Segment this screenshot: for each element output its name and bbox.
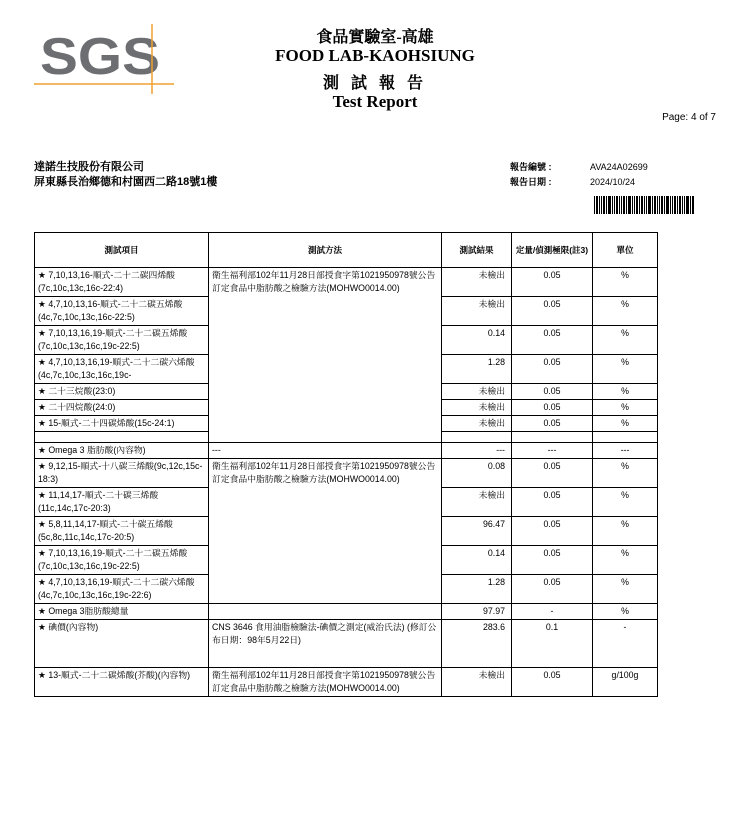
row-item: ★ 二十四烷酸(24:0) xyxy=(35,400,209,416)
row-limit: 0.05 xyxy=(512,517,593,546)
row-item: ★ 碘價(內容物) xyxy=(35,620,209,668)
row-limit: 0.1 xyxy=(512,620,593,668)
row-unit: % xyxy=(593,400,658,416)
row-unit: - xyxy=(593,620,658,668)
row-limit: 0.05 xyxy=(512,488,593,517)
row-unit: % xyxy=(593,384,658,400)
row-limit: 0.05 xyxy=(512,384,593,400)
row-method-cont xyxy=(209,517,442,546)
row-unit: % xyxy=(593,575,658,604)
row-method-cont xyxy=(209,297,442,326)
lab-name-en: FOOD LAB-KAOHSIUNG xyxy=(275,46,475,65)
header-method: 測試方法 xyxy=(209,233,442,268)
lab-name-zh: 食品實驗室-高雄 xyxy=(316,29,434,46)
row-item: ★ 13-順式-二十二碳烯酸(芥酸)(內容物) xyxy=(35,668,209,697)
row-result: 1.28 xyxy=(442,355,512,384)
header-item: 測試項目 xyxy=(35,233,209,268)
results-table xyxy=(34,232,658,697)
row-unit: % xyxy=(593,297,658,326)
client-address: 屏東縣長治鄉德和村園西二路18號1樓 xyxy=(34,176,218,188)
row-result: 97.97 xyxy=(442,604,512,620)
report-date-label: 報告日期 : xyxy=(510,177,552,187)
table-row xyxy=(35,620,658,668)
row-limit: 0.05 xyxy=(512,297,593,326)
row-result: 96.47 xyxy=(442,517,512,546)
table-row xyxy=(35,443,658,459)
row-limit: - xyxy=(512,604,593,620)
table-row xyxy=(35,546,658,575)
row-limit: 0.05 xyxy=(512,355,593,384)
row-result: 1.28 xyxy=(442,575,512,604)
row-unit: % xyxy=(593,459,658,488)
svg-text:SGS: SGS xyxy=(40,28,160,86)
row-unit: % xyxy=(593,326,658,355)
table-row xyxy=(35,326,658,355)
report-no-value: AVA24A02699 xyxy=(590,162,648,172)
row-limit: 0.05 xyxy=(512,668,593,697)
row-limit: 0.05 xyxy=(512,546,593,575)
row-limit: 0.05 xyxy=(512,326,593,355)
row-result: 未檢出 xyxy=(442,400,512,416)
row-result: 0.14 xyxy=(442,546,512,575)
row-method: 衛生福利部102年11月28日部授食字第1021950978號公告訂定食品中脂肪酸之檢驗方法(MOHWO0014.00) xyxy=(209,668,442,697)
row-unit: % xyxy=(593,355,658,384)
row-result: --- xyxy=(442,443,512,459)
row-method-cont xyxy=(209,575,442,604)
row-unit: g/100g xyxy=(593,668,658,697)
report-title-zh: 測 試 報 告 xyxy=(322,75,427,92)
row-result: 未檢出 xyxy=(442,416,512,432)
row-item: ★ Omega 3 脂肪酸(內容物) xyxy=(35,443,209,459)
report-title-en: Test Report xyxy=(332,92,418,111)
row-method-cont xyxy=(209,326,442,355)
row-item: ★ Omega 3脂肪酸總量 xyxy=(35,604,209,620)
table-row xyxy=(35,297,658,326)
table-row xyxy=(35,668,658,697)
header-limit: 定量/偵測極限(註3) xyxy=(512,233,593,268)
row-result: 283.6 xyxy=(442,620,512,668)
page-number: Page: 4 of 7 xyxy=(662,112,716,123)
table-row xyxy=(35,575,658,604)
row-method-cont xyxy=(209,355,442,384)
row-item: ★ 4,7,10,13,16,19-順式-二十二碳六烯酸(4c,7c,10c,13c,16c,19c-22:6) xyxy=(35,575,209,604)
report-meta xyxy=(510,160,648,190)
row-method-cont xyxy=(209,488,442,517)
table-row xyxy=(35,517,658,546)
row-limit: 0.05 xyxy=(512,400,593,416)
table-row xyxy=(35,400,658,416)
row-method-cont xyxy=(209,546,442,575)
row-unit: % xyxy=(593,488,658,517)
row-result: 未檢出 xyxy=(442,268,512,297)
row-item: ★ 4,7,10,13,16,19-順式-二十二碳六烯酸(4c,7c,10c,13c,16c,19c- xyxy=(35,355,209,384)
row-item: ★ 11,14,17-順式-二十碳三烯酸(11c,14c,17c-20:3) xyxy=(35,488,209,517)
header-unit: 單位 xyxy=(593,233,658,268)
row-limit: 0.05 xyxy=(512,268,593,297)
row-method: CNS 3646 食用油脂檢驗法-碘價之測定(威治氏法) (修訂公布日期：98年5月22日) xyxy=(209,620,442,668)
row-unit: % xyxy=(593,517,658,546)
row-unit: % xyxy=(593,604,658,620)
row-unit: % xyxy=(593,268,658,297)
row-method xyxy=(209,604,442,620)
row-method-cont xyxy=(209,416,442,432)
client-block xyxy=(34,160,217,190)
row-item: ★ 二十三烷酸(23:0) xyxy=(35,384,209,400)
sgs-logo xyxy=(34,24,174,94)
table-row xyxy=(35,268,658,297)
row-limit: 0.05 xyxy=(512,459,593,488)
table-row xyxy=(35,355,658,384)
table-row xyxy=(35,416,658,432)
row-result: 0.14 xyxy=(442,326,512,355)
row-unit: % xyxy=(593,416,658,432)
row-item: ★ 4,7,10,13,16-順式-二十二碳五烯酸(4c,7c,10c,13c,16c-22:5) xyxy=(35,297,209,326)
row-item: ★ 7,10,13,16-順式-二十二碳四烯酸(7c,10c,13c,16c-22:4) xyxy=(35,268,209,297)
client-name: 達諾生技股份有限公司 xyxy=(34,161,144,173)
row-method-cont xyxy=(209,400,442,416)
row-limit: 0.05 xyxy=(512,575,593,604)
row-result: 未檢出 xyxy=(442,384,512,400)
row-item: ★ 15-順式-二十四碳烯酸(15c-24:1) xyxy=(35,416,209,432)
row-result: 未檢出 xyxy=(442,668,512,697)
table-row xyxy=(35,459,658,488)
report-date-value: 2024/10/24 xyxy=(590,177,636,187)
row-item: ★ 7,10,13,16,19-順式-二十二碳五烯酸(7c,10c,13c,16c,19c-22:5) xyxy=(35,546,209,575)
row-method: 衛生福利部102年11月28日部授食字第1021950978號公告訂定食品中脂肪酸之檢驗方法(MOHWO0014.00) xyxy=(209,268,442,297)
barcode xyxy=(594,196,694,214)
table-row xyxy=(35,604,658,620)
row-method: --- xyxy=(209,443,442,459)
table-spacer-row xyxy=(35,432,658,443)
table-row xyxy=(35,488,658,517)
row-item: ★ 5,8,11,14,17-順式-二十碳五烯酸(5c,8c,11c,14c,17c-20:5) xyxy=(35,517,209,546)
report-no-label: 報告編號 : xyxy=(510,162,552,172)
row-unit: % xyxy=(593,546,658,575)
row-result: 未檢出 xyxy=(442,297,512,326)
row-result: 0.08 xyxy=(442,459,512,488)
row-item: ★ 9,12,15-順式-十八碳三烯酸(9c,12c,15c-18:3) xyxy=(35,459,209,488)
header-result: 測試結果 xyxy=(442,233,512,268)
row-limit: --- xyxy=(512,443,593,459)
row-item: ★ 7,10,13,16,19-順式-二十二碳五烯酸(7c,10c,13c,16c,19c-22:5) xyxy=(35,326,209,355)
row-unit: --- xyxy=(593,443,658,459)
row-limit: 0.05 xyxy=(512,416,593,432)
table-row xyxy=(35,384,658,400)
row-method-cont xyxy=(209,384,442,400)
table-header-row xyxy=(35,233,658,268)
row-result: 未檢出 xyxy=(442,488,512,517)
row-method: 衛生福利部102年11月28日部授食字第1021950978號公告訂定食品中脂肪酸之檢驗方法(MOHWO0014.00) xyxy=(209,459,442,488)
